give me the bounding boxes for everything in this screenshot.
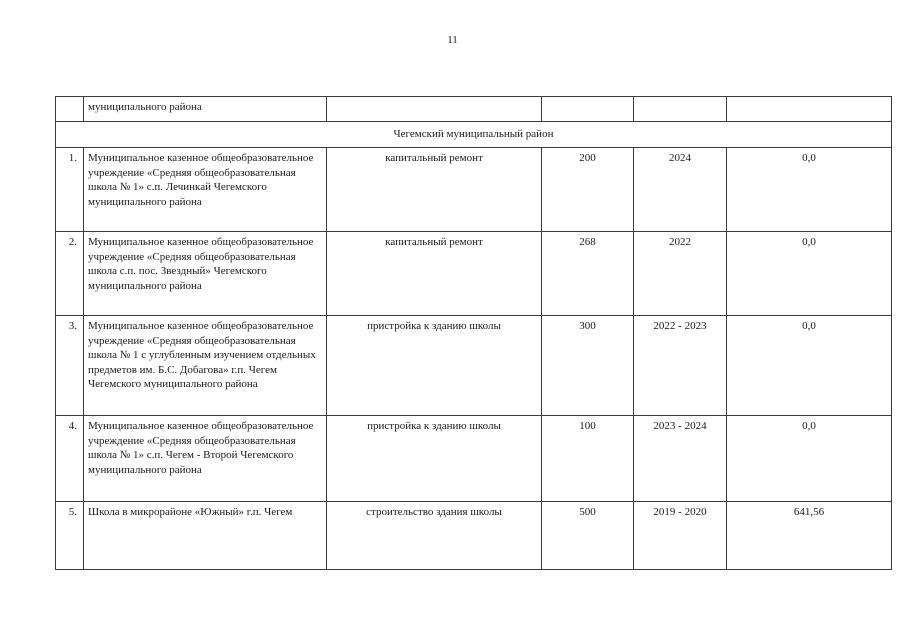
cell-amount: 0,0	[727, 232, 892, 316]
cell-num: 3.	[56, 316, 84, 416]
cell-work: капитальный ремонт	[327, 232, 542, 316]
table-row	[56, 316, 892, 416]
cell-capacity: 268	[542, 232, 634, 316]
cell-work: пристройка к зданию школы	[327, 316, 542, 416]
cell-amount: 0,0	[727, 416, 892, 502]
cell-years: 2023 - 2024	[634, 416, 727, 502]
cell-name: муниципального района	[84, 97, 327, 122]
cell-num: 4.	[56, 416, 84, 502]
cell-num: 2.	[56, 232, 84, 316]
cell-years: 2019 - 2020	[634, 502, 727, 570]
cell-work: пристройка к зданию школы	[327, 416, 542, 502]
page-number: 11	[447, 34, 458, 46]
table-row-continuation	[56, 97, 892, 122]
cell-work: строительство здания школы	[327, 502, 542, 570]
cell-amount	[727, 97, 892, 122]
cell-work: капитальный ремонт	[327, 148, 542, 232]
cell-amount: 0,0	[727, 148, 892, 232]
cell-amount: 0,0	[727, 316, 892, 416]
cell-work	[327, 97, 542, 122]
table-row	[56, 148, 892, 232]
cell-name: Муниципальное казенное общеобразовательное учреждение «Средняя общеобразовательная школа № 1» с.п. Чегем - Второй Чегемского муниципального района	[84, 416, 327, 502]
table-row	[56, 232, 892, 316]
cell-capacity: 100	[542, 416, 634, 502]
cell-years: 2022 - 2023	[634, 316, 727, 416]
district-header-row	[56, 122, 892, 148]
cell-capacity: 200	[542, 148, 634, 232]
schools-table	[55, 96, 892, 570]
cell-capacity: 300	[542, 316, 634, 416]
district-header: Чегемский муниципальный район	[56, 122, 892, 148]
cell-num: 5.	[56, 502, 84, 570]
cell-name: Муниципальное казенное общеобразовательное учреждение «Средняя общеобразовательная школа с.п. пос. Звездный» Чегемского муниципального района	[84, 232, 327, 316]
cell-amount: 641,56	[727, 502, 892, 570]
table-row	[56, 416, 892, 502]
cell-name: Школа в микрорайоне «Южный» г.п. Чегем	[84, 502, 327, 570]
cell-capacity: 500	[542, 502, 634, 570]
cell-name: Муниципальное казенное общеобразовательное учреждение «Средняя общеобразовательная школа № 1» с.п. Лечинкай Чегемского муниципального района	[84, 148, 327, 232]
cell-name: Муниципальное казенное общеобразовательное учреждение «Средняя общеобразовательная школа № 1 с углубленным изучением отдельных предметов им. Б.С. Добагова» г.п. Чегем Чегемского муниципального района	[84, 316, 327, 416]
cell-capacity	[542, 97, 634, 122]
cell-num	[56, 97, 84, 122]
cell-years: 2022	[634, 232, 727, 316]
cell-years: 2024	[634, 148, 727, 232]
cell-num: 1.	[56, 148, 84, 232]
cell-years	[634, 97, 727, 122]
table-row	[56, 502, 892, 570]
